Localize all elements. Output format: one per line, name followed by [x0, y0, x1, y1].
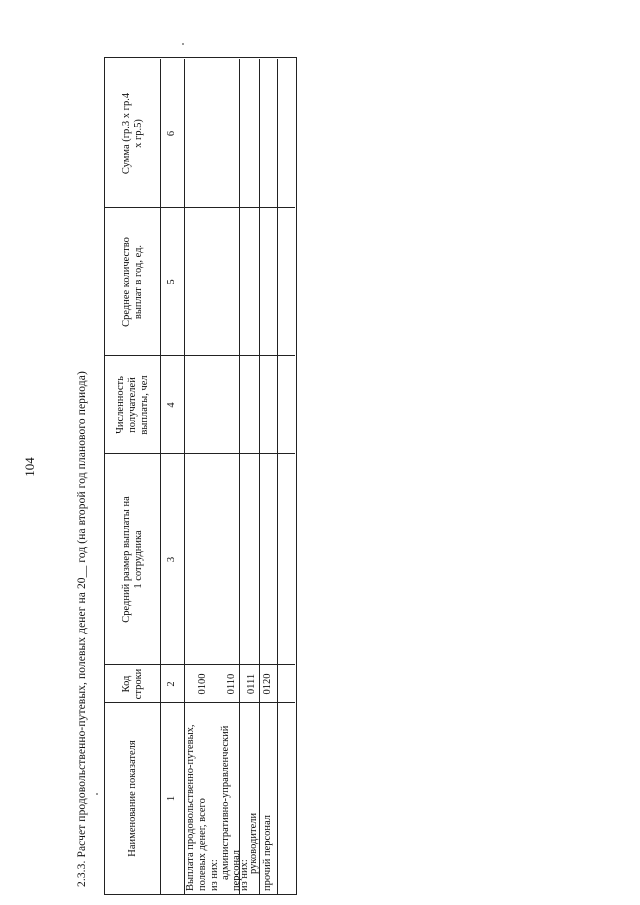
header-sum: Сумма (гр.3 x гр.4 x гр.5)	[120, 92, 144, 175]
row-divider	[277, 59, 278, 894]
row-divider	[239, 59, 240, 894]
column-number: 1	[166, 795, 177, 802]
column-number: 3	[166, 556, 177, 563]
table-caption: 2.3.3. Расчет продовольственно-путевых, полевых денег на 20__ год (на второй год планового периода)	[76, 371, 88, 887]
row-divider	[259, 59, 260, 894]
header-avg-payment: Средний размер выплаты на 1 сотрудника	[120, 496, 144, 623]
scan-speck	[182, 43, 184, 45]
row-prefix: из них:	[209, 859, 220, 891]
row-prefix: из них:	[239, 859, 250, 891]
row-label: прочий персонал	[262, 814, 273, 891]
column-number: 4	[166, 402, 177, 408]
row-code: 0120	[262, 673, 273, 695]
row-label: полевых денег, всего	[197, 798, 208, 891]
row-code: 0111	[246, 673, 257, 695]
column-number: 6	[166, 130, 177, 137]
header-row-code: Код строки	[120, 668, 144, 700]
header-avg-payments-per-year: Среднее количество выплат в год, ед.	[120, 237, 144, 327]
row-label: Выплата продовольственно-путевых,	[185, 724, 196, 891]
header-recipients-count: Численность получателей выплаты, чел	[114, 375, 150, 435]
calculation-table	[104, 57, 297, 895]
row-code: 0110	[226, 673, 237, 695]
header-indicator-name: Наименование показателя	[126, 740, 138, 857]
row-label: руководители	[248, 812, 259, 874]
scan-speck	[96, 793, 98, 795]
page-number: 104	[22, 457, 37, 477]
row-label: персонал	[231, 849, 242, 891]
column-number: 2	[166, 681, 177, 687]
row-label: административно-управленческий	[220, 725, 231, 880]
column-number: 5	[166, 279, 177, 285]
row-code: 0100	[197, 673, 208, 695]
